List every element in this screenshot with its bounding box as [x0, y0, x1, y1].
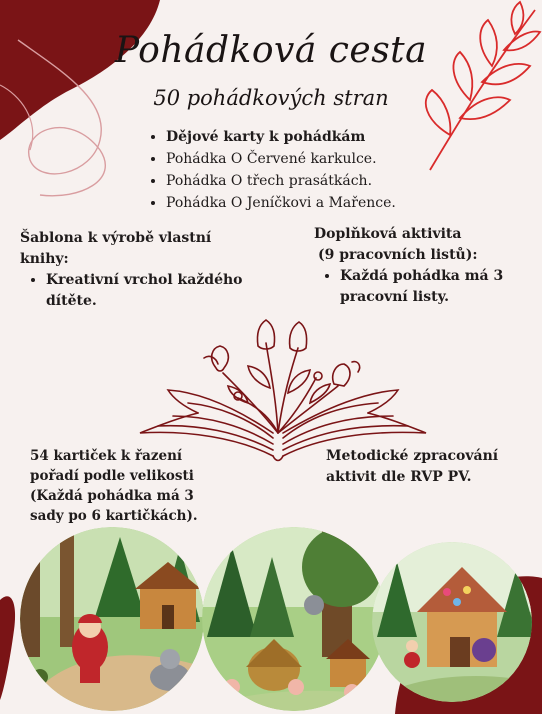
extra-activity-block — [314, 224, 534, 308]
extra-bullet: • Každá pohádka má 3 pracovní listy. — [340, 266, 534, 308]
hansel-and-gretel-illustration — [372, 542, 532, 702]
book-with-flowers-icon — [138, 318, 428, 466]
list-item: • Pohádka O třech prasátkách. — [166, 170, 396, 192]
list-item: • Pohádka O Jeníčkovi a Mařence. — [166, 192, 396, 214]
cards-block: 54 kartiček k řazení pořadí podle velikosti (Každá pohádka má 3 sady po 6 kartičkách). — [30, 448, 198, 524]
extra-heading-line1: Doplňková aktivita — [314, 226, 462, 242]
red-riding-hood-illustration — [20, 527, 204, 711]
list-item: • Dějové karty k pohádkám — [166, 126, 396, 148]
list-item: • Pohádka O Červené karkulce. — [166, 148, 396, 170]
template-bullet: • Kreativní vrchol každého dítěte. — [46, 270, 260, 312]
left-edge-blob — [0, 596, 15, 700]
methodology-block: Metodické zpracování aktivit dle RVP PV. — [326, 448, 499, 485]
extra-heading-line2: (9 pracovních listů): — [318, 247, 478, 263]
template-heading-line1: Šablona k výrobě vlastní — [20, 230, 212, 246]
template-heading-line2: knihy: — [20, 251, 69, 267]
page-subtitle: 50 pohádkových stran — [153, 86, 389, 110]
three-little-pigs-illustration — [202, 527, 386, 711]
page-title: Pohádková cesta — [114, 30, 428, 71]
contents-list — [148, 126, 396, 214]
template-block — [20, 228, 260, 312]
